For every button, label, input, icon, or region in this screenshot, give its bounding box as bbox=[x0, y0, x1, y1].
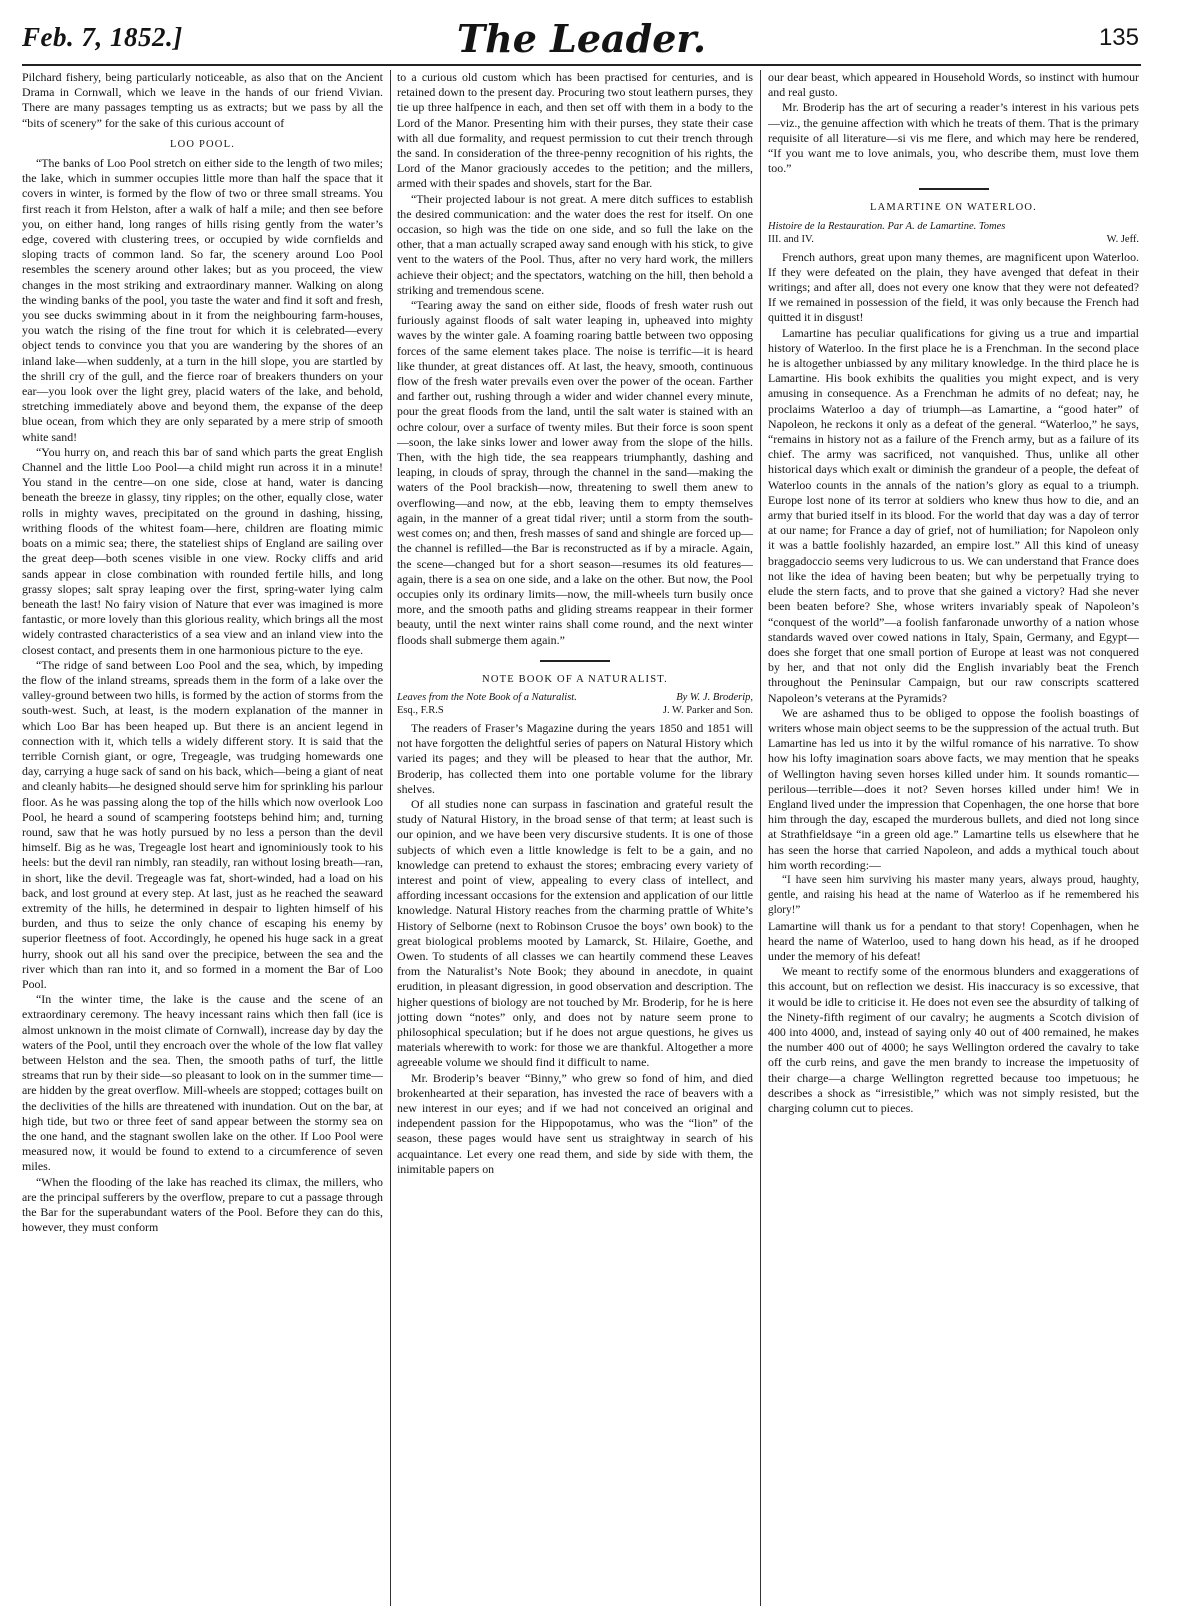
paragraph: our dear beast, which appeared in Household Words, so instinct with humour and real gusto. bbox=[768, 70, 1139, 100]
paragraph: “Tearing away the sand on either side, floods of fresh water rush out furiously against floods of salt water leaping in, upheaved into mighty waves by the winter gale. A foaming roaring battle between two opposing forces of the same element takes place. The noise is terrific—it is heard like thunder, at great distances off. At last, the heavy, smooth, continuous flow of the fresh water prevails even over the power of the ocean. Farther and farther out, rushing through a wider and wider channel every minute, pour the great floods from the land, until the salt water is stained with an ochre colour, over a surface of twenty miles. But their force is soon spent—soon, the lake sinks lower and lower away from the slope of the hills. Then, with the high tide, the sea reappears triumphantly, dashing and leaping, in clouds of spray, through the channel in the sand—making the waters of the Pool brackish—now, threatening to swell them anew to overflowing—and now, at the ebb, leaving them to empty themselves again, in the manner of a great tidal river; until a storm from the south-west comes on; and then, fresh masses of sand and shingle are forced up—the channel is refilled—the Bar is reconstructed as if by a miracle. Again, the scene—changed but for a short season—resumes its old features—again, there is a sea on one side, and a lake on the other. But now, the Pool occupies only its ordinary limits—now, the mill-wheels turn busily once more, and the smooth paths and gliding streams reappear in their former beauty, until the next winter rains shall come round, and the next winter floods shall submerge them again.” bbox=[397, 298, 753, 647]
paragraph: “The ridge of sand between Loo Pool and the sea, which, by impeding the flow of the inland streams, spreads them in the form of a lake over the valley-ground between two hills, is formed by the action of storms from the south-west. Such, at least, is the modern explanation of the manner in which Loo Bar has been heaped up. But there is an ancient legend in connection with it, which tells a widely different story. It is said that the terrible Cornish giant, or ogre, Tregeagle, was trudging homewards one day, carrying a huge sack of sand on his back, which—being a giant of neat and cleanly habits—he designed should serve him for sprinkling his parlour floor. As he was passing along the top of the hills which now overlook Loo Pool, he heard a sound of scampering footsteps behind him; and, turning round, saw that he was hotly pursued by no less a person than the devil himself. Big as he was, Tregeagle lost heart and ignominiously took to his heels: but the devil ran nimbly, ran steadily, ran without losing breath—ran, in short, like the devil. Tregeagle was fat, short-winded, had a load on his back, and lost ground at every step. At last, just as he reached the seaward extremity of the hills, he determined in despair to lighten himself of his burden, and thus to seize the only chance of escaping his enemy by superior fleetness of foot. Accordingly, he opened his huge sack in a great hurry, shook out all his sand over the precipice, between the sea and the river which than ran into it, and so formed in a moment the Bar of Loo Pool. bbox=[22, 657, 383, 991]
paragraph: Mr. Broderip’s beaver “Binny,” who grew so fond of him, and died brokenhearted at their separation, has invested the race of beavers with a new interest in our eyes; and if we had not conceived an original and independent passion for the Hippopotamus, who was the “lion” of the season, these pages would have sent us straightway in search of his acquaintance. Let every one read them, and side by side with them, the inimitable papers on bbox=[397, 1070, 753, 1176]
book-citation bbox=[768, 220, 1139, 233]
paragraph: “When the flooding of the lake has reached its climax, the millers, who are the principal sufferers by the overflow, prepare to cut a passage through the Bar for the superabundant waters of the Pool. Before they can do this, however, they must conform bbox=[22, 1174, 383, 1235]
paragraph: French authors, great upon many themes, are magnificent upon Waterloo. If they were defeated on the plain, they have avenged that defeat in their writings; and after all, does not every one know that they were not defeated? If we remained in possession of the field, it was only because the French had quitted it in disgust! bbox=[768, 249, 1139, 325]
book-title: Histoire de la Restauration. Par A. de Lamartine. Tomes bbox=[768, 220, 1006, 232]
paragraph: Pilchard fishery, being particularly noticeable, as also that on the Ancient Drama in Cornwall, which we leave in the hands of our friend Vivian. There are many passages tempting us as extracts; but we pass by all the “bits of scenery” for the sake of this curious account of bbox=[22, 70, 383, 130]
column-1 bbox=[22, 70, 383, 1606]
book-author: By W. J. Broderip, bbox=[676, 691, 753, 703]
quotation: “I have seen him surviving his master many years, always proud, haughty, gentle, and raising his head at the name of Waterloo as if he remembered his glory!” bbox=[768, 873, 1139, 917]
paragraph: to a curious old custom which has been practised for centuries, and is retained down to the present day. Procuring two stout leathern purses, they tie up three halfpence in each, and then set off with them in a body to the Lord of the Manor. Presenting him with their purses, they state their case with all due formality, and request permission to cut their trench through the sand. In consideration of the three-penny recognition of his rights, the Lord of the Manor graciously accedes to the petition; and the millers, armed with their spades and shovels, start for the Bar. bbox=[397, 70, 753, 191]
paragraph: Lamartine will thank us for a pendant to that story! Copenhagen, when he heard the name of Waterloo, used to hang down his head, as if he drooped under the memory of his defeat! bbox=[768, 918, 1139, 963]
book-citation bbox=[397, 691, 753, 704]
paragraph: “In the winter time, the lake is the cause and the scene of an extraordinary ceremony. The heavy incessant rains which then fall (ice is almost unknown in the moist climate of Cornwall), increase day by day the waters of the Pool, until they encroach over the whole of the low flat valley between Helston and the sea. Then, the smooth paths of turf, the little streams that run by their side—so pleasant to look on in the summer time—are hidden by the great overflow. Mill-wheels are stopped; cottages built on the declivities of the hills are threatened with inundation. Out on the bar, at high tide, but two or three feet of sand appear between the stormy sea on the one hand, and the stagnant swollen lake on the other. If Loo Pool were measured now, it would be found to extend to a circumference of seven miles. bbox=[22, 992, 383, 1174]
paragraph: Mr. Broderip has the art of securing a reader’s interest in his various pets—viz., the genuine affection with which he treats of them. That is the primary requisite of all literature—si vis me flere, and which may here be rendered, “If you want me to love animals, you, who describe them, must love them too.” bbox=[768, 100, 1139, 176]
paragraph: The readers of Fraser’s Magazine during the years 1850 and 1851 will not have forgotten the delightful series of papers on Natural History which varied its pages; and they will be pleased to hear that the author, Mr. Broderip, has collected them into one portable volume for the library shelves. bbox=[397, 720, 753, 796]
section-divider bbox=[919, 188, 989, 190]
section-heading: NOTE BOOK OF A NATURALIST. bbox=[482, 673, 668, 685]
author-credentials: Esq., F.R.S bbox=[397, 704, 444, 716]
book-title: Leaves from the Note Book of a Naturalist. bbox=[397, 691, 577, 703]
paragraph: Lamartine has peculiar qualifications for giving us a true and impartial history of Waterloo. In the first place he is a Frenchman. In the second place he is altogether unbiassed by any military knowledge. In the third place he is Lamartine. His book exhibits the qualities you might expect, and is very amusing in consequence. As a Frenchman he admits of no defeat; nay, he proclaims Waterloo a day of triumph—as Lamartine, a “good hater” of Napoleon, he reckons it only as a defeat of the general. “Waterloo,” he says, “remains in history not as a failure of the French army, but as a failure of its chief. The army was sacrificed, not vanquished. Thus, unlike all other historical days which exalt or diminish the grandeur of a people, the defeat of Waterloo counts in the annals of the nation’s glory as equal to a triumph. Europe lost none of its terror at soldiers who knew thus how to die, and an army that buried itself in its blood. For the world that day was a day of terror at our name; for France a day of grief, not of humiliation; for Napoleon only it was a battle foolishly hazarded, an empire lost.” All this kind of uneasy braggadoccio seems very ludicrous to us. We can understand that France does not like the idea of having been beaten; but why be perpetually trying to elude the stern facts, and to prove that she gained a victory? Had she never been beaten before? She, whose writers invariably speak of Napoleon’s “conquest of the world”—a foolish fanfaronade unworthy of a nation whose standards waved over cowed nations in Italy, Spain, Germany, and Egypt—does she forget that one small portion of Europe at least was not conquered by her, and that not only did the English invariably beat the French throughout the Peninsular Campaign, but our raw conscripts scattered Napoleon’s veterans at the Pyramids? bbox=[768, 325, 1139, 705]
book-publisher: J. W. Parker and Son. bbox=[662, 704, 753, 716]
book-volumes: III. and IV. bbox=[768, 233, 814, 245]
book-publisher: W. Jeff. bbox=[1106, 233, 1139, 245]
paragraph: We are ashamed thus to be obliged to oppose the foolish boastings of writers whose main object seems to be the suppression of the actual truth. But Lamartine has led us into it by the wilful romance of his narrative. To show how his lofty imagination soars above facts, we may mention that he speaks of Wellington having seven horses killed under him. It sounds romantic—perilous—terrible—does it not? Seven horses killed under him! We in England lived under the impression that Copenhagen, the one horse that bore him through the day, escaped the murderous bullets, and died not long since at Strathfieldsaye “in a green old age.” Lamartine tells us elsewhere that he has seen the horse that carried Napoleon, and adds a mythical touch about him worth recording:— bbox=[768, 705, 1139, 872]
paragraph: “The banks of Loo Pool stretch on either side to the length of two miles; the lake, which in summer occupies little more than half the space that it covers in winter, is formed by the flow of two or three small streams. You first reach it from Helston, after a walk of half a mile; and then see before you, on either hand, long ranges of hills rising gently from the water’s edge, covered with clustering trees, or occupied by wide cornfields and sloping tracts of common land. So far, the scenery around Loo Pool resembles the scenery around other lakes; but as you proceed, the view changes in the most striking and extraordinary manner. Walking on along the winding banks of the pool, you taste the water and find it soft and fresh, you see ducks swimming about in it from the neighbouring farm-houses, you watch the rising of the fine trout for which it is celebrated—every object tends to convince you that you are wandering by the shores of an inland lake—when suddenly, at a turn in the hill slope, you are startled by the shrill cry of the gull, and the fierce roar of breakers thunders on your ear—you look over the light grey, placid waters of the lake, and behold, stretching immediately above and beyond them, the expanse of the deep blue ocean, from which they are only separated by a mere strip of smooth white sand! bbox=[22, 156, 383, 444]
paragraph: “You hurry on, and reach this bar of sand which parts the great English Channel and the little Loo Pool—a child might run across it in a minute! You stand in the centre—on one side, close at hand, water is dancing beneath the breeze in glassy, tiny ripples; on the other, equally close, water rolls in mighty waves, precipitated on the ground in dashing, hissing, writhing floods of the whitest foam—here, children are floating mimic boats on a mimic sea; there, the stateliest ships of England are sailing over the great deep—both scenes visible in one view. Rocky cliffs and arid sands appear in close combination with rounded fertile hills, and long grassy slopes; salt spray leaping over the first, spring-water lying calm beneath the last! No fairy vision of Nature that ever was imagined is more fantastic, or more lovely than this glorious reality, which brings all the most widely contrasted characteristics of a sea view and an inland view into the closest contact, and presents them in one harmonious picture to the eye. bbox=[22, 444, 383, 657]
book-publisher-line bbox=[768, 233, 1139, 246]
column-2 bbox=[397, 70, 753, 1606]
masthead bbox=[22, 14, 1141, 66]
issue-date: Feb. 7, 1852.] bbox=[22, 22, 183, 52]
page-number: 135 bbox=[1098, 24, 1139, 51]
paragraph: “Their projected labour is not great. A mere ditch suffices to establish the desired communication: and the water does the rest for itself. On one occasion, so high was the tide on one side, and so full the lake on the other, that a man actually scraped away sand enough with his stick, to give vent to the waters of the Pool. Thus, after no very hard work, the millers achieve their object; and the spectators, watching on the hill, then behold a striking and tremendous scene. bbox=[397, 191, 753, 297]
section-heading: LOO POOL. bbox=[169, 138, 236, 150]
paragraph: Of all studies none can surpass in fascination and grateful result the study of Natural History, in the broad sense of that term; at least such is our opinion, and we have been very discursive students. It is one of those subjects of which even a little knowledge is felt to be a gain, and no knowledge can pretend to exhaust the stores; embracing every variety of interest and point of view, appealing to every class of intellect, and affording incessant occasions for the extension and application of our little knowledge. Natural History reaches from the charming prattle of White’s History of Selborne (next to Robinson Crusoe the boys’ own book) to the great biological problems mooted by Lamarck, St. Hilaire, Goethe, and Owen. To students of all classes we can heartily commend these Leaves from the Naturalist’s Note Book; they abound in anecdote, in quaint erudition, in pleasant digression, in good observation and description. The higher questions of biology are not touched by Mr. Broderip, for he is here jotting down “notes” only, and does not by nature seem prone to philosophical speculation; but if he does not argue questions, he gives us materials wherewith to work: for those we are thankful. Altogether a more agreeable volume we should find it difficult to name. bbox=[397, 796, 753, 1070]
column-rule bbox=[390, 70, 391, 1606]
column-3 bbox=[768, 70, 1139, 1606]
paragraph: We meant to rectify some of the enormous blunders and exaggerations of this account, but on reflection we desist. His inaccuracy is so excessive, that it would be idle to criticise it. He does not even see the absurdity of talking of the Ninety-fifth regiment of our cavalry; he augments a Scotch division of 400 into 4000, and, instead of saying only 40 out of 400 remained, he makes the number 400 out of 4000; he says Wellington ordered the cavalry to take off the curb reins, and gave the men brandy to increase the impetuosity of their charge—a charge Wellington regretted because too impetuous; he describes a shock as “irresistible,” which was not simply resisted, but the charging column cut to pieces. bbox=[768, 964, 1139, 1115]
newspaper-title: The Leader. bbox=[456, 16, 707, 61]
section-heading: LAMARTINE ON WATERLOO. bbox=[869, 202, 1038, 214]
book-publisher-line bbox=[397, 704, 753, 717]
column-rule bbox=[760, 70, 761, 1606]
section-divider bbox=[540, 660, 610, 662]
